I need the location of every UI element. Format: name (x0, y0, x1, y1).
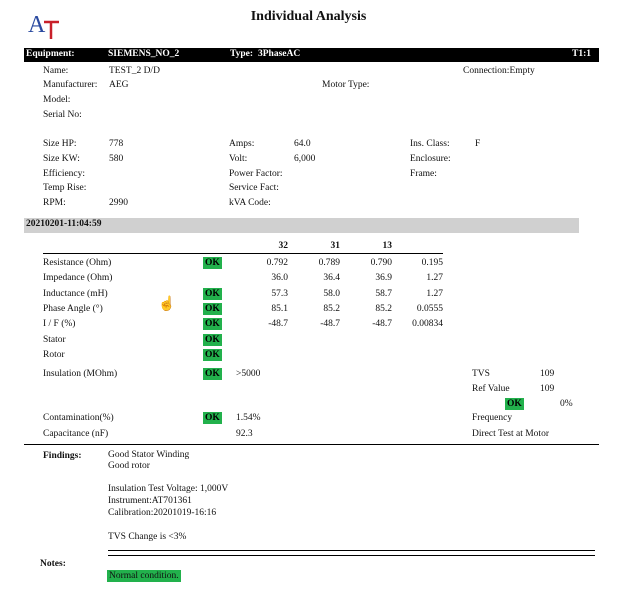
status-badge: OK (205, 413, 220, 423)
phase-value: 58.0 (323, 289, 340, 299)
notes-label: Notes: (40, 559, 66, 569)
notes-rule-bottom (108, 555, 595, 556)
finding-line: Calibration:20201019-16:16 (108, 508, 217, 518)
phase-value: 0.789 (318, 258, 340, 268)
status-badge: OK (205, 289, 220, 299)
phase-header: 13 (382, 241, 392, 251)
row-label: Impedance (Ohm) (43, 273, 113, 283)
size-kw-label: Size KW: (43, 154, 80, 164)
ins-class-value: F (475, 139, 481, 149)
finding-line: Good rotor (108, 461, 150, 471)
frequency-label: Frequency (472, 413, 513, 423)
phase-value: 0.792 (266, 258, 288, 268)
deviation-value: 1.27 (426, 289, 443, 299)
capacitance-value: 92.3 (236, 429, 253, 439)
phase-value: 36.0 (271, 273, 288, 283)
notes-rule-top (108, 550, 595, 551)
tvs-percent: 0% (560, 399, 573, 409)
direct-test-label: Direct Test at Motor (472, 429, 549, 439)
manufacturer-value: AEG (109, 80, 129, 90)
status-badge: OK (205, 369, 220, 379)
amps-value: 64.0 (294, 139, 311, 149)
amps-label: Amps: (229, 139, 255, 149)
rpm-label: RPM: (43, 198, 66, 208)
finding-line: Good Stator Winding (108, 450, 190, 460)
findings-label: Findings: (43, 451, 82, 461)
phase-value: -48.7 (268, 319, 288, 329)
status-badge: OK (205, 319, 220, 329)
kva-code-label: kVA Code: (229, 198, 271, 208)
phase-value: 85.1 (271, 304, 288, 314)
phase-value: -48.7 (320, 319, 340, 329)
equipment-bar (24, 48, 599, 62)
tvs-value: 109 (540, 369, 555, 379)
size-hp-label: Size HP: (43, 139, 77, 149)
phase-value: 0.790 (370, 258, 392, 268)
tvs-label: TVS (472, 369, 490, 379)
contamination-value: 1.54% (236, 413, 261, 423)
ins-class-label: Ins. Class: (410, 139, 450, 149)
deviation-value: 0.0555 (416, 304, 443, 314)
row-label: Phase Angle (°) (43, 304, 103, 314)
size-kw-value: 580 (109, 154, 124, 164)
enclosure-label: Enclosure: (410, 154, 451, 164)
svg-text:A: A (28, 12, 46, 38)
volt-label: Volt: (229, 154, 248, 164)
phase-header: 31 (330, 241, 340, 251)
phase-value: 85.2 (375, 304, 392, 314)
phase-value: 58.7 (375, 289, 392, 299)
status-badge: OK (205, 350, 220, 360)
table-header-rule (43, 253, 443, 254)
deviation-value: 0.195 (421, 258, 443, 268)
name-value: TEST_2 D/D (109, 66, 160, 76)
type-value: 3PhaseAC (258, 49, 301, 59)
service-fact-label: Service Fact: (229, 183, 279, 193)
capacitance-label: Capacitance (nF) (43, 429, 109, 439)
volt-value: 6,000 (294, 154, 316, 164)
equipment-code: T1:1 (572, 49, 591, 59)
test-date-bar (24, 218, 579, 233)
efficiency-label: Efficiency: (43, 169, 86, 179)
deviation-value: 0.00834 (412, 319, 443, 329)
section-divider (24, 444, 599, 445)
status-badge: OK (205, 335, 220, 345)
rpm-value: 2990 (109, 198, 128, 208)
row-label: Stator (43, 335, 66, 345)
phase-value: -48.7 (372, 319, 392, 329)
equipment-value: SIEMENS_NO_2 (108, 49, 180, 59)
contamination-label: Contamination(%) (43, 413, 114, 423)
model-label: Model: (43, 95, 71, 105)
power-factor-label: Power Factor: (229, 169, 283, 179)
finding-line: Instrument:AT701361 (108, 496, 192, 506)
deviation-value: 1.27 (426, 273, 443, 283)
motor-type-label: Motor Type: (322, 80, 370, 90)
frame-label: Frame: (410, 169, 437, 179)
temp-rise-label: Temp Rise: (43, 183, 87, 193)
manufacturer-label: Manufacturer: (43, 80, 98, 90)
finding-line: Insulation Test Voltage: 1,000V (108, 484, 229, 494)
ref-value: 109 (540, 384, 555, 394)
phase-value: 85.2 (323, 304, 340, 314)
ref-value-label: Ref Value (472, 384, 510, 394)
row-label: I / F (%) (43, 319, 76, 329)
tvs-status-badge: OK (507, 399, 522, 409)
size-hp-value: 778 (109, 139, 124, 149)
type-label: Type: (230, 49, 254, 59)
finding-line: TVS Change is <3% (108, 532, 187, 542)
name-label: Name: (43, 66, 69, 76)
equipment-label: Equipment: (26, 49, 75, 59)
row-label: Inductance (mH) (43, 289, 108, 299)
test-datetime: 20210201-11:04:59 (26, 219, 102, 229)
serial-label: Serial No: (43, 110, 82, 120)
status-badge: OK (205, 304, 220, 314)
phase-value: 36.9 (375, 273, 392, 283)
page-title: Individual Analysis (250, 9, 367, 24)
row-label: Resistance (Ohm) (43, 258, 112, 268)
connection-value: Connection:Empty (463, 66, 535, 76)
phase-value: 57.3 (271, 289, 288, 299)
phase-value: 36.4 (323, 273, 340, 283)
status-badge: OK (205, 258, 220, 268)
phase-header: 32 (278, 241, 288, 251)
row-label: Rotor (43, 350, 65, 360)
notes-text: Normal condition. (109, 571, 179, 581)
hand-cursor-icon: ☝ (158, 297, 176, 312)
insulation-label: Insulation (MOhm) (43, 369, 118, 379)
insulation-value: >5000 (236, 369, 261, 379)
